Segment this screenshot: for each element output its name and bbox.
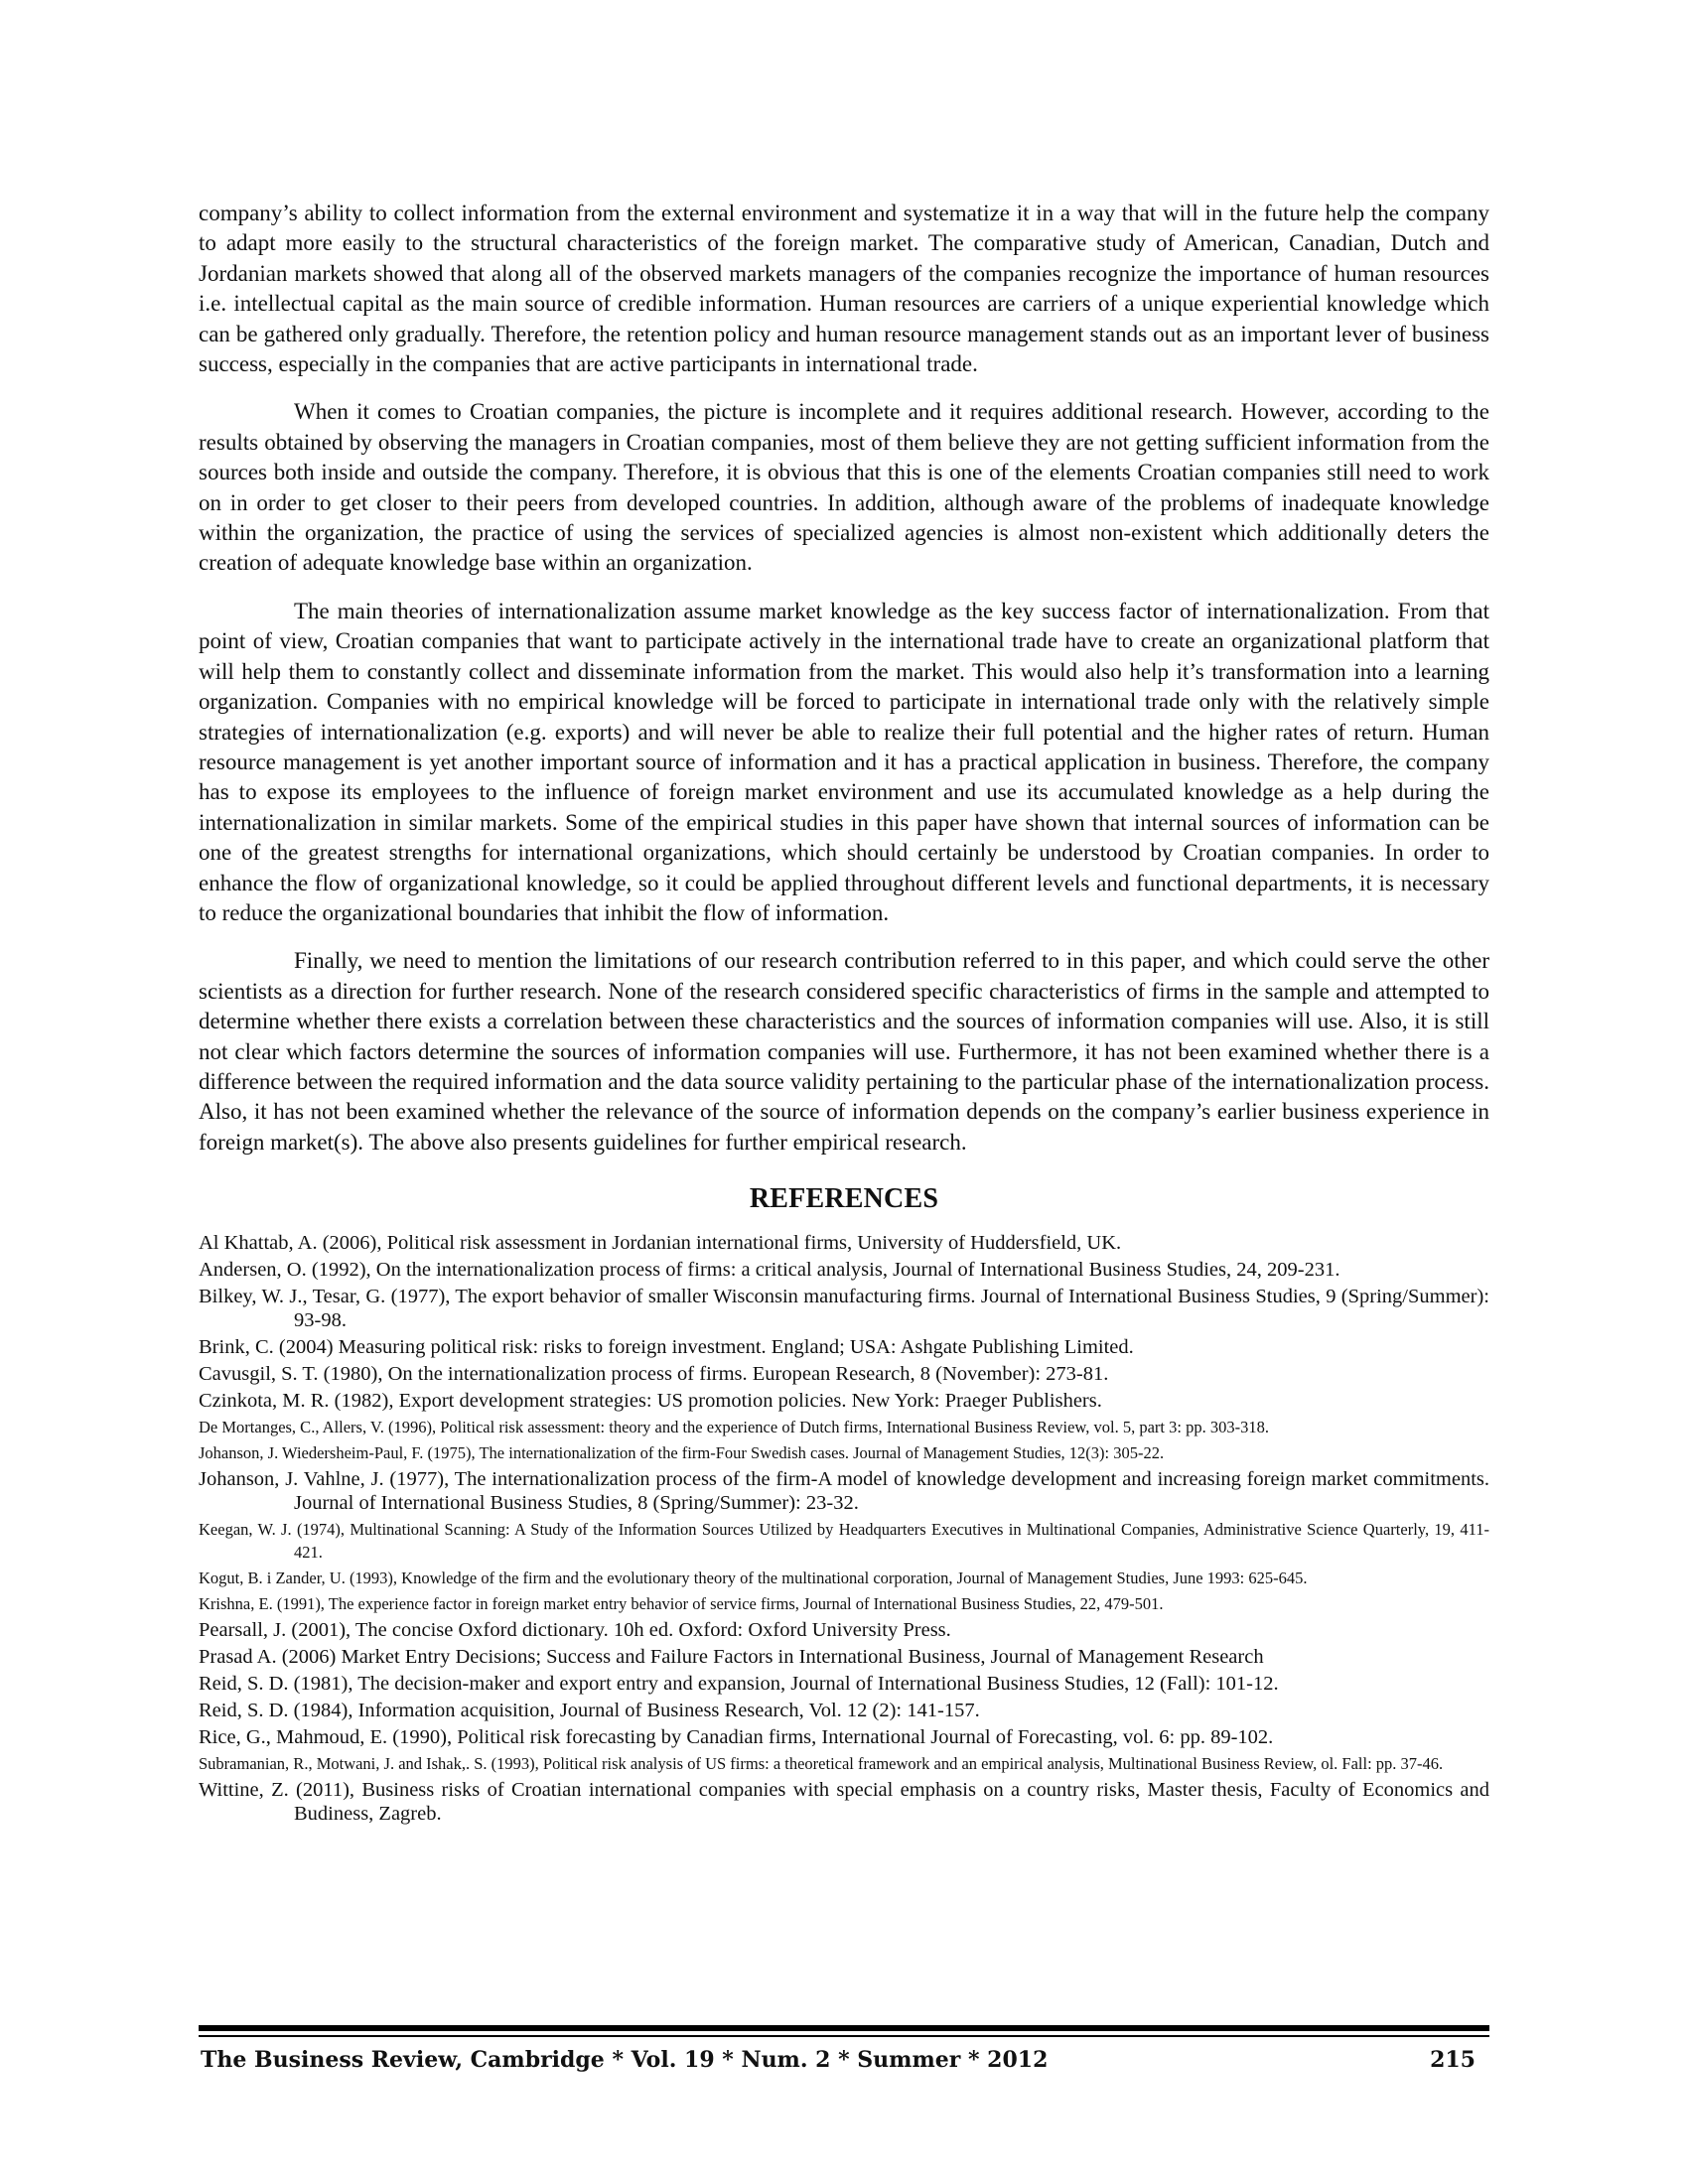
reference-item: Al Khattab, A. (2006), Political risk assessment in Jordanian international firms, University of Huddersfield, UK. — [199, 1232, 1122, 1255]
reference-item: Andersen, O. (1992), On the internationalization process of firms: a critical analysis, Journal of International Business Studies, 24, 209-231. — [199, 1259, 1340, 1282]
reference-item: Reid, S. D. (1984), Information acquisition, Journal of Business Research, Vol. 12 (2): 141-157. — [199, 1700, 980, 1722]
reference-item: Krishna, E. (1991), The experience factor in foreign market entry behavior of service firms, Journal of International Business Studies, 22, 479-501. — [199, 1594, 1164, 1614]
journal-citation: The Business Review, Cambridge * Vol. 19 * Num. 2 * Summer * 2012 — [201, 2047, 1049, 2073]
body-paragraph: company’s ability to collect information from the external environment and systematize it in a way that will in the future help the company to adapt more easily to the structural characteristics of the foreign market. The comparative study of American, Canadian, Dutch and Jordanian markets showed that along all of the observed markets managers of the companies recognize the importance of human resources i.e. intellectual capital as the main source of credible information. Human resources are carriers of a unique experiential knowledge which can be gathered only gradually. Therefore, the retention policy and human resource management stands out as an important lever of business success, especially in the companies that are active participants in international trade. — [199, 201, 1489, 377]
footer-row — [199, 2047, 1489, 2073]
reference-item: Pearsall, J. (2001), The concise Oxford dictionary. 10h ed. Oxford: Oxford University Press. — [199, 1619, 951, 1642]
reference-item: Johanson, J. Vahlne, J. (1977), The internationalization process of the firm-A model of knowledge development and increasing foreign market commitments. Journal of International Business Studies, 8 (Spring/Summer): 23-32. — [199, 1468, 1489, 1515]
reference-item: Rice, G., Mahmoud, E. (1990), Political risk forecasting by Canadian firms, International Journal of Forecasting, vol. 6: pp. 89-102. — [199, 1726, 1274, 1749]
reference-item: Bilkey, W. J., Tesar, G. (1977), The export behavior of smaller Wisconsin manufacturing firms. Journal of International Business Studies, 9 (Spring/Summer): 93-98. — [199, 1286, 1489, 1332]
references-heading: REFERENCES — [749, 1183, 939, 1215]
reference-item: Reid, S. D. (1981), The decision-maker and export entry and expansion, Journal of International Business Studies, 12 (Fall): 101-12. — [199, 1673, 1279, 1696]
references-list — [199, 1231, 1489, 1826]
reference-item: Wittine, Z. (2011), Business risks of Croatian international companies with special emphasis on a country risks, Master thesis, Faculty of Economics and Budiness, Zagreb. — [199, 1779, 1489, 1826]
page-content — [199, 199, 1489, 1829]
page-number: 215 — [1430, 2047, 1476, 2073]
reference-item: Keegan, W. J. (1974), Multinational Scanning: A Study of the Information Sources Utilized by Headquarters Executives in Multinational Companies, Administrative Science Quarterly, 19, 411-421. — [199, 1520, 1489, 1563]
reference-item: Brink, C. (2004) Measuring political risk: risks to foreign investment. England; USA: Ashgate Publishing Limited. — [199, 1336, 1134, 1359]
body-paragraph: When it comes to Croatian companies, the picture is incomplete and it requires additional research. However, according to the results obtained by observing the managers in Croatian companies, most of them believe they are not getting sufficient information from the sources both inside and outside the company. Therefore, it is obvious that this is one of the elements Croatian companies still need to work on in order to get closer to their peers from developed countries. In addition, although aware of the problems of inadequate knowledge within the organization, the practice of using the services of specialized agencies is almost non-existent which additionally deters the creation of adequate knowledge base within an organization. — [199, 399, 1489, 576]
footer-rule — [199, 2025, 1489, 2031]
reference-item: Cavusgil, S. T. (1980), On the internationalization process of firms. European Research, 8 (November): 273-81. — [199, 1363, 1109, 1386]
reference-item: Subramanian, R., Motwani, J. and Ishak,. S. (1993), Political risk analysis of US firms: a theoretical framework and an empirical analysis, Multinational Business Review, ol. Fall: pp. 37-46. — [199, 1754, 1444, 1774]
reference-item: De Mortanges, C., Allers, V. (1996), Political risk assessment: theory and the experience of Dutch firms, International Business Review, vol. 5, part 3: pp. 303-318. — [199, 1418, 1269, 1437]
footer-rule — [199, 2035, 1489, 2037]
page-footer — [199, 2025, 1489, 2073]
body-paragraph: The main theories of internationalization assume market knowledge as the key success factor of internationalization. From that point of view, Croatian companies that want to participate actively in the international trade have to create an organizational platform that will help them to constantly collect and disseminate information from the market. This would also help it’s transformation into a learning organization. Companies with no empirical knowledge will be forced to participate in international trade only with the relatively simple strategies of internationalization (e.g. exports) and will never be able to realize their full potential and the higher rates of return. Human resource management is yet another important source of information and it has a practical application in business. Therefore, the company has to expose its employees to the influence of foreign market environment and use its accumulated knowledge as a help during the internationalization in similar markets. Some of the empirical studies in this paper have shown that internal sources of information can be one of the greatest strengths for international organizations, which should certainly be understood by Croatian companies. In order to enhance the flow of organizational knowledge, so it could be applied throughout different levels and functional departments, it is necessary to reduce the organizational boundaries that inhibit the flow of information. — [199, 598, 1489, 925]
reference-item: Kogut, B. i Zander, U. (1993), Knowledge of the firm and the evolutionary theory of the multinational corporation, Journal of Management Studies, June 1993: 625-645. — [199, 1569, 1308, 1588]
reference-item: Prasad A. (2006) Market Entry Decisions; Success and Failure Factors in International Business, Journal of Management Research — [199, 1646, 1264, 1669]
body-paragraph: Finally, we need to mention the limitations of our research contribution referred to in this paper, and which could serve the other scientists as a direction for further research. None of the research considered specific characteristics of firms in the sample and attempted to determine whether there exists a correlation between these characteristics and the sources of information companies will use. Also, it is still not clear which factors determine the sources of information companies will use. Furthermore, it has not been examined whether there is a difference between the required information and the data source validity pertaining to the particular phase of the internationalization process. Also, it has not been examined whether the relevance of the source of information depends on the company’s earlier business experience in foreign market(s). The above also presents guidelines for further empirical research. — [199, 948, 1489, 1155]
reference-item: Johanson, J. Wiedersheim-Paul, F. (1975), The internationalization of the firm-Four Swedish cases. Journal of Management Studies, 12(3): 305-22. — [199, 1443, 1165, 1463]
reference-item: Czinkota, M. R. (1982), Export development strategies: US promotion policies. New York: Praeger Publishers. — [199, 1390, 1102, 1413]
